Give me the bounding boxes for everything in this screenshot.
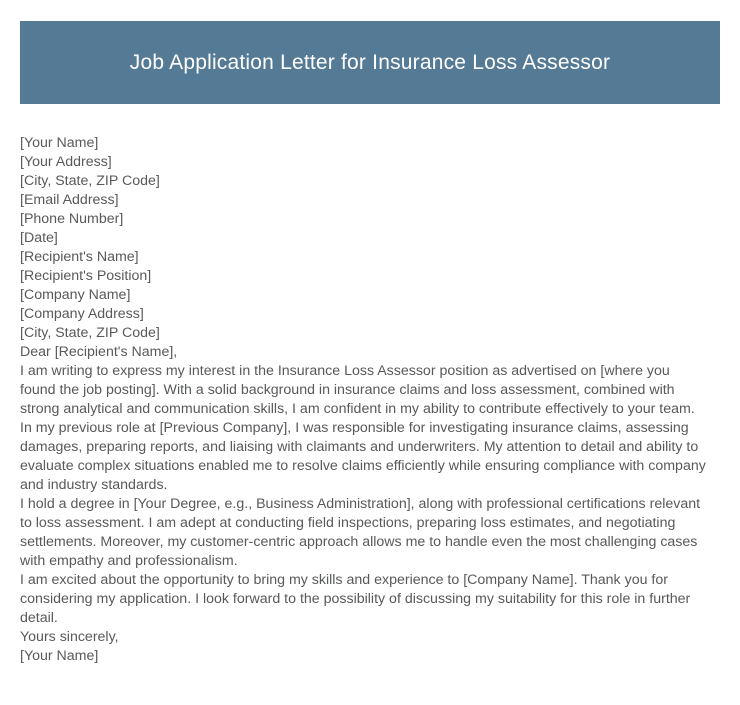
sender-address: [Your Address] <box>20 154 112 170</box>
signature-name: [Your Name] <box>20 648 99 664</box>
salutation: Dear [Recipient's Name], <box>20 344 178 360</box>
body-paragraph-1: I am writing to express my interest in the Insurance Loss Assessor position as advertised on [where you found the job posting]. With a solid background in insurance claims and loss assessment, combined with strong analytical and communication skills, I am confident in my ability to contribute effectively to your team. <box>20 363 695 417</box>
letter-body <box>20 134 706 666</box>
recipient-city-state-zip: [City, State, ZIP Code] <box>20 325 160 341</box>
letter-date: [Date] <box>20 230 58 246</box>
letter-header-banner <box>20 21 720 104</box>
body-paragraph-3: I hold a degree in [Your Degree, e.g., Business Administration], along with professional certifications relevant to loss assessment. I am adept at conducting field inspections, preparing loss estimates, and negotiating settlements. Moreover, my customer-centric approach allows me to handle even the most challenging cases with empathy and professionalism. <box>20 496 701 569</box>
sender-city-state-zip: [City, State, ZIP Code] <box>20 173 160 189</box>
body-paragraph-4: I am excited about the opportunity to bring my skills and experience to [Company Name]. Thank you for considering my application. I look forward to the possibility of discussing my suitability for this role in further detail. <box>20 572 691 626</box>
sender-name: [Your Name] <box>20 135 99 151</box>
body-paragraph-2: In my previous role at [Previous Company], I was responsible for investigating insurance claims, assessing damages, preparing reports, and liaising with claimants and underwriters. My attention to detail and ability to evaluate complex situations enabled me to resolve claims efficiently while ensuring compliance with company and industry standards. <box>20 420 706 493</box>
page-title: Job Application Letter for Insurance Loss Assessor <box>129 50 611 74</box>
sender-phone: [Phone Number] <box>20 211 124 227</box>
recipient-company-name: [Company Name] <box>20 287 131 303</box>
closing-salutation: Yours sincerely, <box>20 629 119 645</box>
sender-email: [Email Address] <box>20 192 119 208</box>
recipient-name: [Recipient's Name] <box>20 249 139 265</box>
recipient-position: [Recipient's Position] <box>20 268 152 284</box>
recipient-company-address: [Company Address] <box>20 306 144 322</box>
